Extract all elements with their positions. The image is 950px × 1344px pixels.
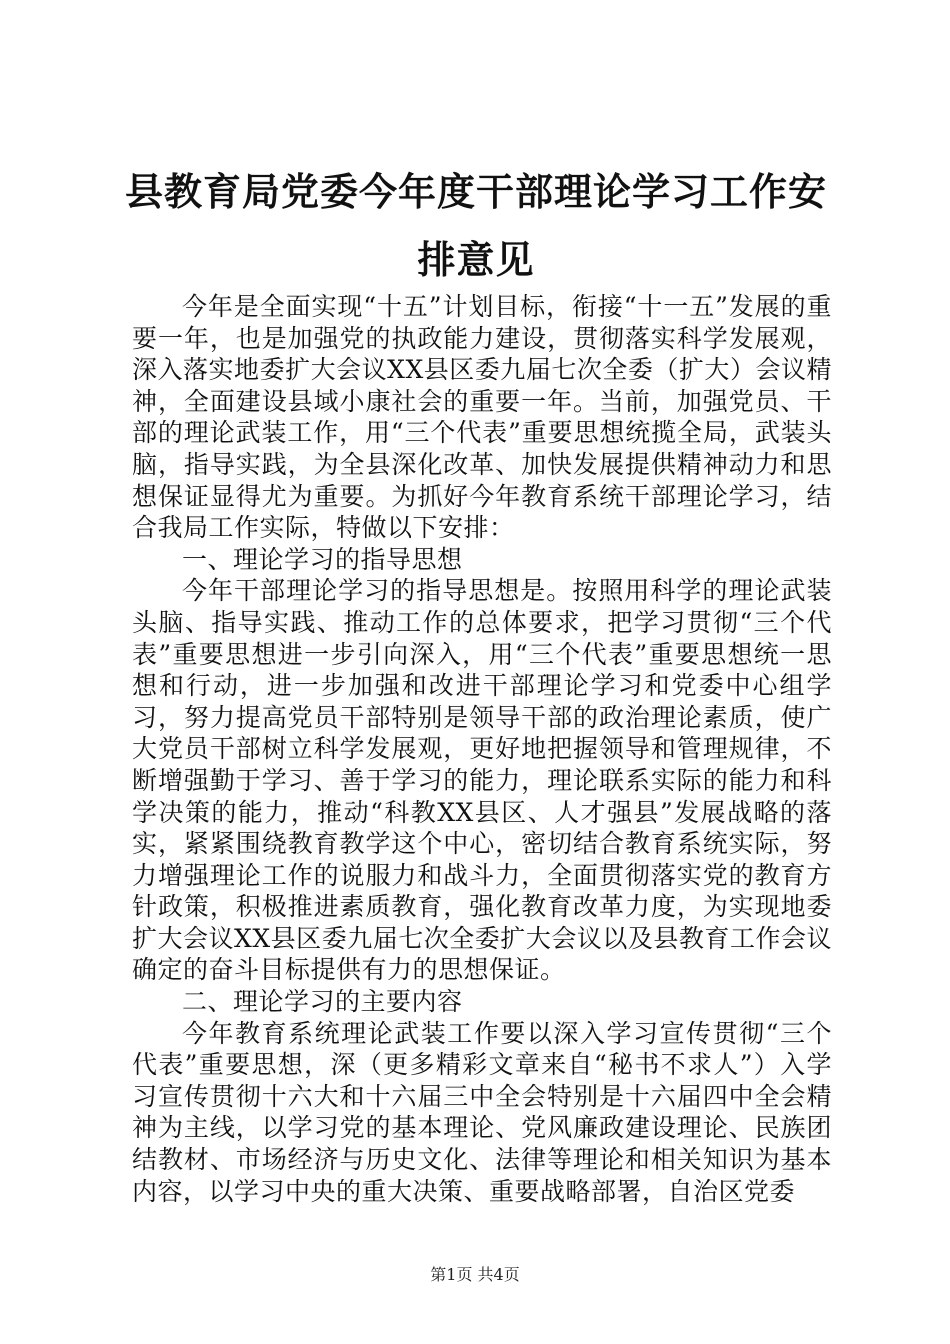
paragraph-guiding-thought: 今年干部理论学习的指导思想是。按照用科学的理论武装头脑、指导实践、推动工作的总体要求，把学习贯彻“三个代表”重要思想进一步引向深入，用“三个代表”重要思想统一思想和行动，进一步加强和改进干部理论学习和党委中心组学习，努力提高党员干部特别是领导干部的政治理论素质，使广大党员干部树立科学发展观，更好地把握领导和管理规律，不断增强勤于学习、善于学习的能力，理论联系实际的能力和科学决策的能力，推动“科教XX县区、人才强县”发展战略的落实，紧紧围绕教育教学这个中心，密切结合教育系统实际，努力增强理论工作的说服力和战斗力，全面贯彻落实党的教育方针政策，积极推进素质教育，强化教育改革力度，为实现地委扩大会议XX县区委九届七次全委扩大会议以及县教育工作会议确定的奋斗目标提供有力的思想保证。 <box>132 576 832 985</box>
paragraph-intro: 今年是全面实现“十五”计划目标，衔接“十一五”发展的重要一年，也是加强党的执政能力建设，贯彻落实科学发展观，深入落实地委扩大会议XX县区委九届七次全委（扩大）会议精神，全面建设县域小康社会的重要一年。当前，加强党员、干部的理论武装工作，用“三个代表”重要思想统揽全局，武装头脑，指导实践，为全县深化改革、加快发展提供精神动力和思想保证显得尤为重要。为抓好今年教育系统干部理论学习，结合我局工作实际，特做以下安排： <box>132 292 832 543</box>
paragraph-main-content: 今年教育系统理论武装工作要以深入学习宣传贯彻“三个代表”重要思想，深（更多精彩文章来自“秘书不求人”）入学习宣传贯彻十六大和十六届三中全会特别是十六届四中全会精神为主线，以学习党的基本理论、党风廉政建设理论、民族团结教材、市场经济与历史文化、法律等理论和相关知识为基本内容，以学习中央的重大决策、重要战略部署，自治区党委 <box>132 1018 832 1206</box>
document-title: 县教育局党委今年度干部理论学习工作安排意见 <box>124 169 827 282</box>
section-heading-guiding-thought: 一、理论学习的指导思想 <box>182 544 463 574</box>
document-body <box>132 291 832 1207</box>
section-heading-main-content: 二、理论学习的主要内容 <box>182 987 463 1017</box>
page-number-footer: 第1页 共4页 <box>430 1265 520 1284</box>
